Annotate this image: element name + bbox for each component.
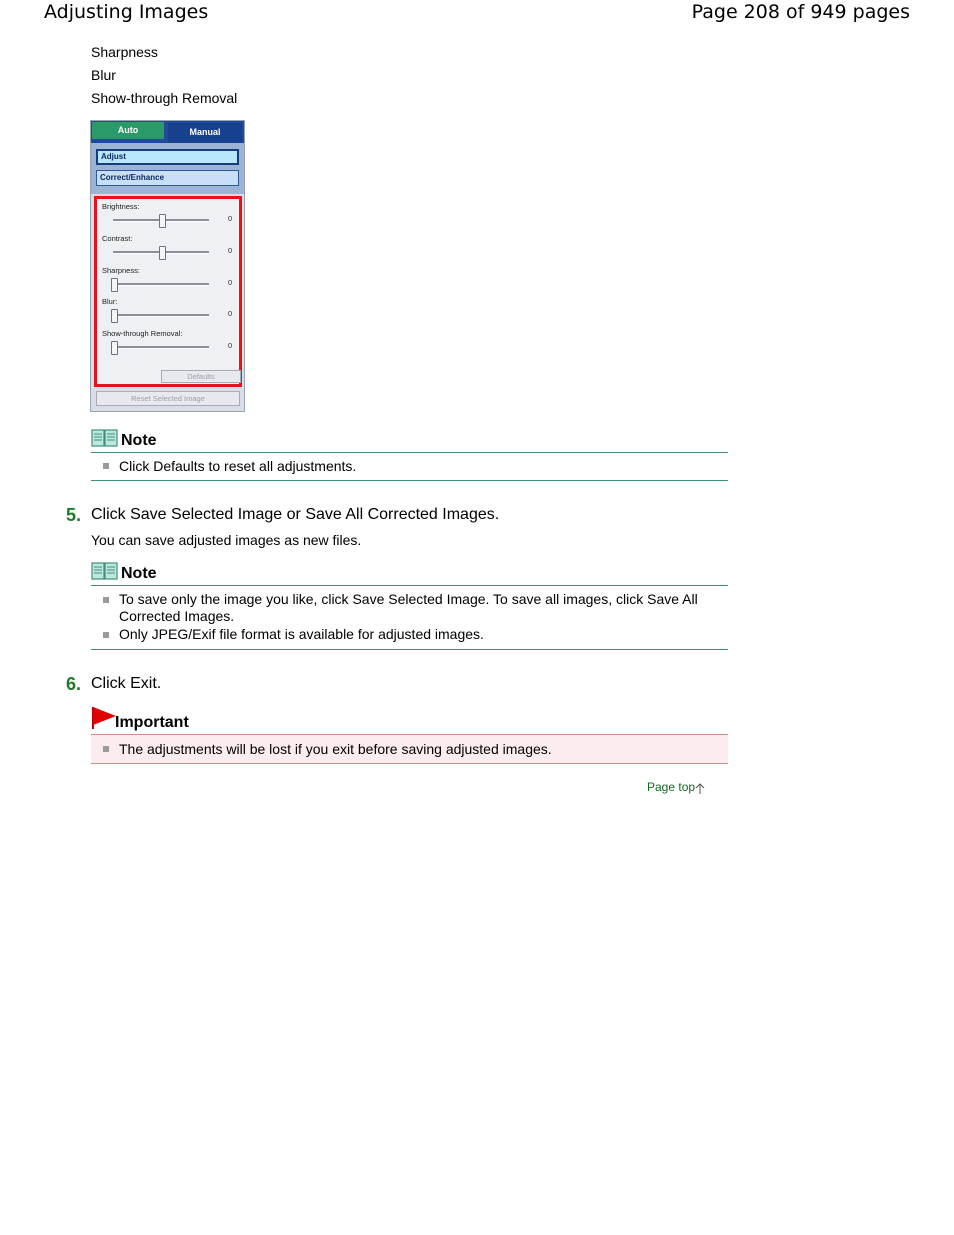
note-divider (91, 480, 728, 481)
note-header (91, 561, 728, 586)
book-icon (91, 561, 119, 581)
note-title: Note (121, 565, 157, 582)
blur-slider-track[interactable] (113, 314, 209, 317)
contrast-value: 0 (228, 246, 233, 255)
brightness-label: Brightness: (102, 202, 140, 211)
defaults-button[interactable]: Defaults (161, 370, 241, 383)
show-through-removal-value: 0 (228, 341, 233, 350)
panel-button-area (91, 143, 244, 194)
page-counter: Page 208 of 949 pages (691, 1, 910, 23)
book-icon (91, 428, 119, 448)
adjust-panel-screenshot (90, 120, 245, 412)
tab-auto[interactable]: Auto (92, 122, 164, 139)
step-number: 5. (66, 505, 82, 525)
note-header (91, 428, 728, 453)
show-through-removal-slider-track[interactable] (113, 346, 209, 349)
note-item: To save only the image you like, click Save Selected Image. To save all images, click Save All Corrected Images. (119, 591, 698, 624)
blur-value: 0 (228, 309, 233, 318)
sharpness-slider-thumb[interactable] (111, 278, 118, 292)
tab-manual[interactable]: Manual (168, 123, 242, 142)
note-item: Only JPEG/Exif file format is available for adjusted images. (119, 626, 484, 642)
sharpness-value: 0 (228, 278, 233, 287)
show-through-removal-slider-thumb[interactable] (111, 341, 118, 355)
page-top-link[interactable] (647, 780, 705, 794)
page-top-label[interactable]: Page top (647, 780, 696, 794)
correct-enhance-button[interactable]: Correct/Enhance (96, 170, 239, 186)
important-body (91, 735, 728, 764)
step-text: Click Exit. (91, 675, 162, 692)
bullet-icon (103, 746, 109, 752)
sharpness-label: Sharpness: (102, 266, 140, 275)
document-title: Adjusting Images (44, 1, 209, 23)
important-header (91, 706, 728, 735)
intro-line-blur: Blur (91, 67, 116, 83)
intro-line-sharpness: Sharpness (91, 44, 158, 60)
contrast-slider-thumb[interactable] (159, 246, 166, 260)
adjustments-highlight-frame (94, 196, 242, 387)
bullet-icon (103, 597, 109, 603)
mode-tabs (91, 121, 244, 143)
intro-line-show-through: Show-through Removal (91, 90, 238, 106)
flag-icon (91, 706, 117, 730)
brightness-value: 0 (228, 214, 233, 223)
blur-label: Blur: (102, 297, 118, 306)
bullet-icon (103, 632, 109, 638)
sharpness-slider-track[interactable] (113, 283, 209, 286)
bullet-icon (103, 463, 109, 469)
step-number: 6. (66, 674, 82, 694)
contrast-label: Contrast: (102, 234, 133, 243)
note-divider (91, 649, 728, 650)
adjust-button[interactable]: Adjust (96, 149, 239, 165)
reset-selected-image-button[interactable]: Reset Selected Image (96, 391, 240, 406)
brightness-slider-thumb[interactable] (159, 214, 166, 228)
important-title: Important (115, 714, 189, 731)
show-through-removal-label: Show-through Removal: (102, 329, 183, 338)
note-title: Note (121, 432, 157, 449)
step-text: Click Save Selected Image or Save All Corrected Images. (91, 506, 500, 523)
important-item: The adjustments will be lost if you exit before saving adjusted images. (119, 741, 552, 757)
note-item: Click Defaults to reset all adjustments. (119, 458, 357, 474)
step-description: You can save adjusted images as new files. (91, 532, 362, 548)
blur-slider-thumb[interactable] (111, 309, 118, 323)
arrow-up-icon (695, 782, 705, 794)
